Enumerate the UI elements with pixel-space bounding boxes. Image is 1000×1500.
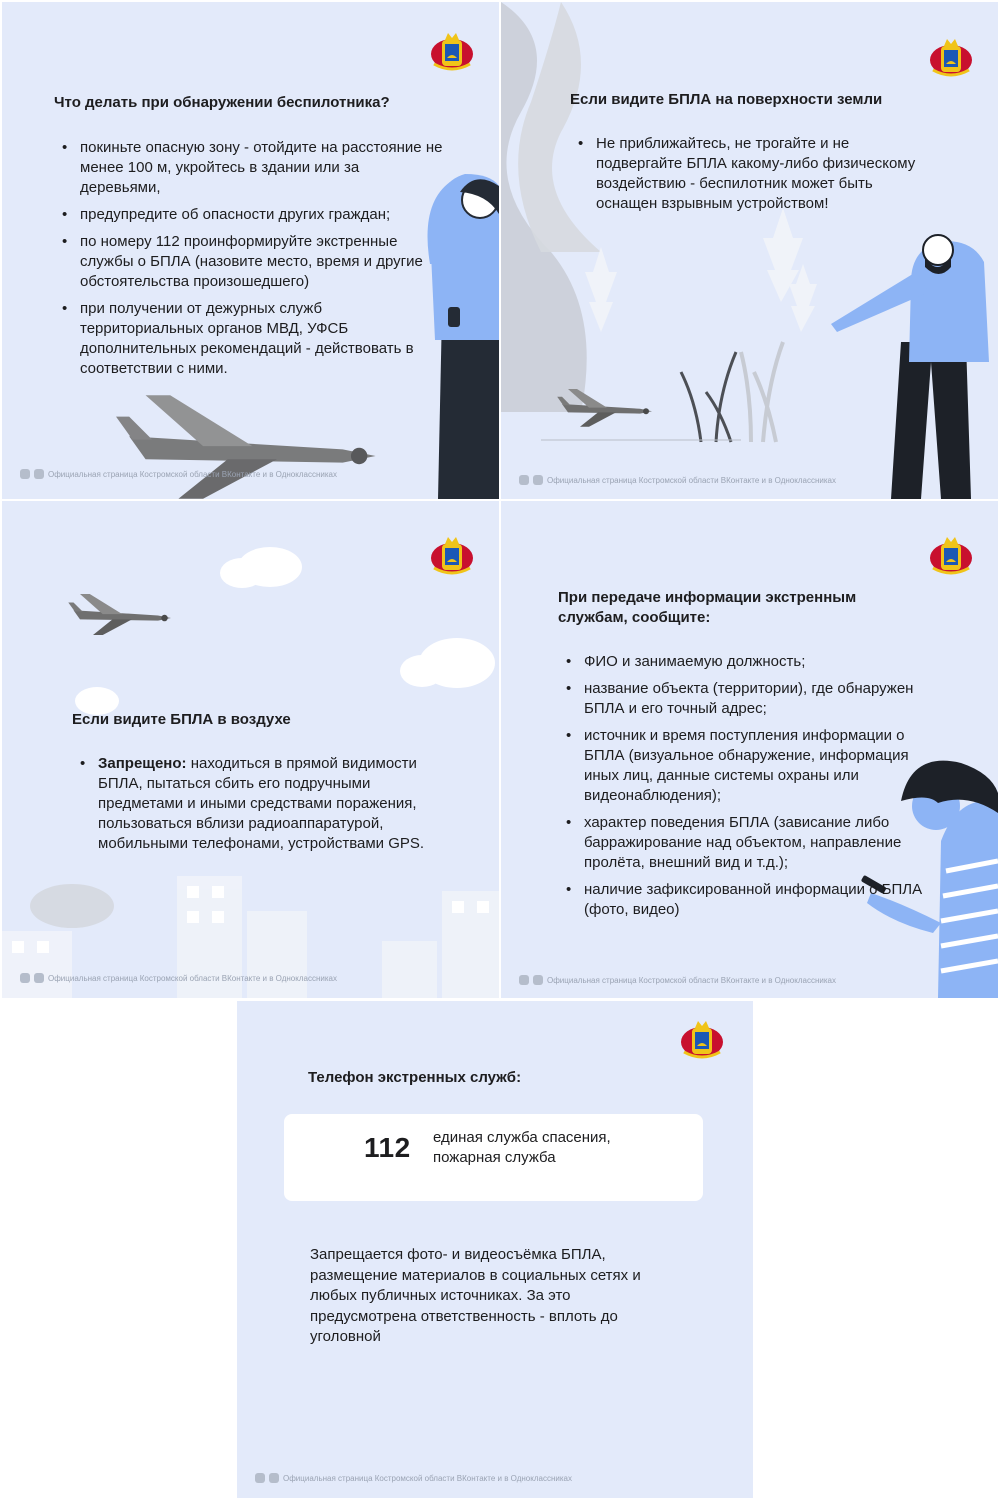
list-item: • характер поведения БПЛА (зависание либо барражирование над объектом, направление пролёта, внешний вид и т.д.);	[562, 813, 937, 873]
card-uav-on-ground	[501, 2, 998, 499]
vk-icon[interactable]	[20, 973, 30, 983]
illustration-city-drone	[2, 501, 499, 998]
footer-text: Официальная страница Костромской области ВКонтакте и в Одноклассниках	[283, 1473, 572, 1483]
footer-text: Официальная страница Костромской области ВКонтакте и в Одноклассниках	[48, 469, 337, 479]
list-item: • наличие зафиксированной информации о БПЛА (фото, видео)	[562, 880, 937, 920]
list-item	[76, 754, 431, 854]
vk-icon[interactable]	[519, 975, 529, 985]
emergency-number-description: единая служба спасения, пожарная служба	[433, 1129, 611, 1166]
card-report-info	[501, 501, 998, 998]
card-emergency-phone	[237, 1001, 753, 1498]
vk-icon[interactable]	[255, 1473, 265, 1483]
list-item: • название объекта (территории), где обнаружен БПЛА и его точный адрес;	[562, 679, 937, 719]
ok-icon[interactable]	[533, 475, 543, 485]
illustration-man-pointing	[501, 2, 998, 499]
footer	[20, 469, 337, 479]
list-item: • покиньте опасную зону - отойдите на расстояние не менее 100 м, укройтесь в здании или за деревьями,	[58, 138, 443, 198]
prohibited-label: Запрещено:	[98, 755, 187, 772]
footer-text: Официальная страница Костромской области ВКонтакте и в Одноклассниках	[48, 973, 337, 983]
emergency-number[interactable]: 112	[364, 1132, 411, 1163]
card-title: При передаче информации экстренным службам, сообщите:	[558, 589, 857, 626]
coat-of-arms-icon	[428, 534, 476, 576]
vk-icon[interactable]	[519, 475, 529, 485]
ok-icon[interactable]	[269, 1473, 279, 1483]
footer	[20, 973, 337, 983]
ok-icon[interactable]	[34, 469, 44, 479]
card-title: Если видите БПЛА на поверхности земли	[570, 91, 883, 108]
card-uav-detection	[2, 2, 499, 499]
instruction-list	[562, 652, 937, 927]
ok-icon[interactable]	[533, 975, 543, 985]
coat-of-arms-icon	[678, 1018, 726, 1060]
card-title: Телефон экстренных служб:	[308, 1069, 522, 1086]
footer	[255, 1473, 572, 1483]
footer-text: Официальная страница Костромской области ВКонтакте и в Одноклассниках	[547, 475, 836, 485]
list-item: • Не приближайтесь, не трогайте и не подвергайте БПЛА какому-либо физическому воздействию - беспилотник может быть оснащен взрывным устройством!	[574, 134, 934, 214]
instruction-list	[58, 138, 443, 386]
card-title: Что делать при обнаружении беспилотника?	[54, 94, 390, 111]
coat-of-arms-icon	[927, 534, 975, 576]
coat-of-arms-icon	[927, 36, 975, 78]
list-item: • источник и время поступления информации о БПЛА (визуальное обнаружение, информация иных лиц, данные системы охраны или видеонаблюдения);	[562, 726, 937, 806]
instruction-list	[574, 134, 934, 221]
footer	[519, 475, 836, 485]
vk-icon[interactable]	[20, 469, 30, 479]
list-item: • при получении от дежурных служб территориальных органов МВД, УФСБ дополнительных рекомендаций - действовать в соответствии с ними.	[58, 299, 443, 379]
list-item: • предупредите об опасности других граждан;	[58, 205, 443, 225]
list-item: • ФИО и занимаемую должность;	[562, 652, 937, 672]
warning-paragraph: Запрещается фото- и видеосъёмка БПЛА, размещение материалов в социальных сетях и любых публичных источниках. За это предусмотрена ответственность - вплоть до уголовной	[310, 1246, 641, 1345]
coat-of-arms-icon	[428, 30, 476, 72]
instruction-list	[76, 754, 431, 861]
list-item: • по номеру 112 проинформируйте экстренные службы о БПЛА (назовите место, время и другие обстоятельства произошедшего)	[58, 232, 443, 292]
phone-box	[284, 1114, 703, 1201]
card-uav-in-air	[2, 501, 499, 998]
footer-text: Официальная страница Костромской области ВКонтакте и в Одноклассниках	[547, 975, 836, 985]
footer	[519, 975, 836, 985]
card-title: Если видите БПЛА в воздухе	[72, 711, 291, 728]
prohibited-text: находиться в прямой видимости БПЛА, пытаться сбить его подручными предметами и иными средствами поражения, пользоваться вблизи радиоаппаратурой, мобильными телефонами, устройствами GPS.	[98, 755, 425, 852]
ok-icon[interactable]	[34, 973, 44, 983]
